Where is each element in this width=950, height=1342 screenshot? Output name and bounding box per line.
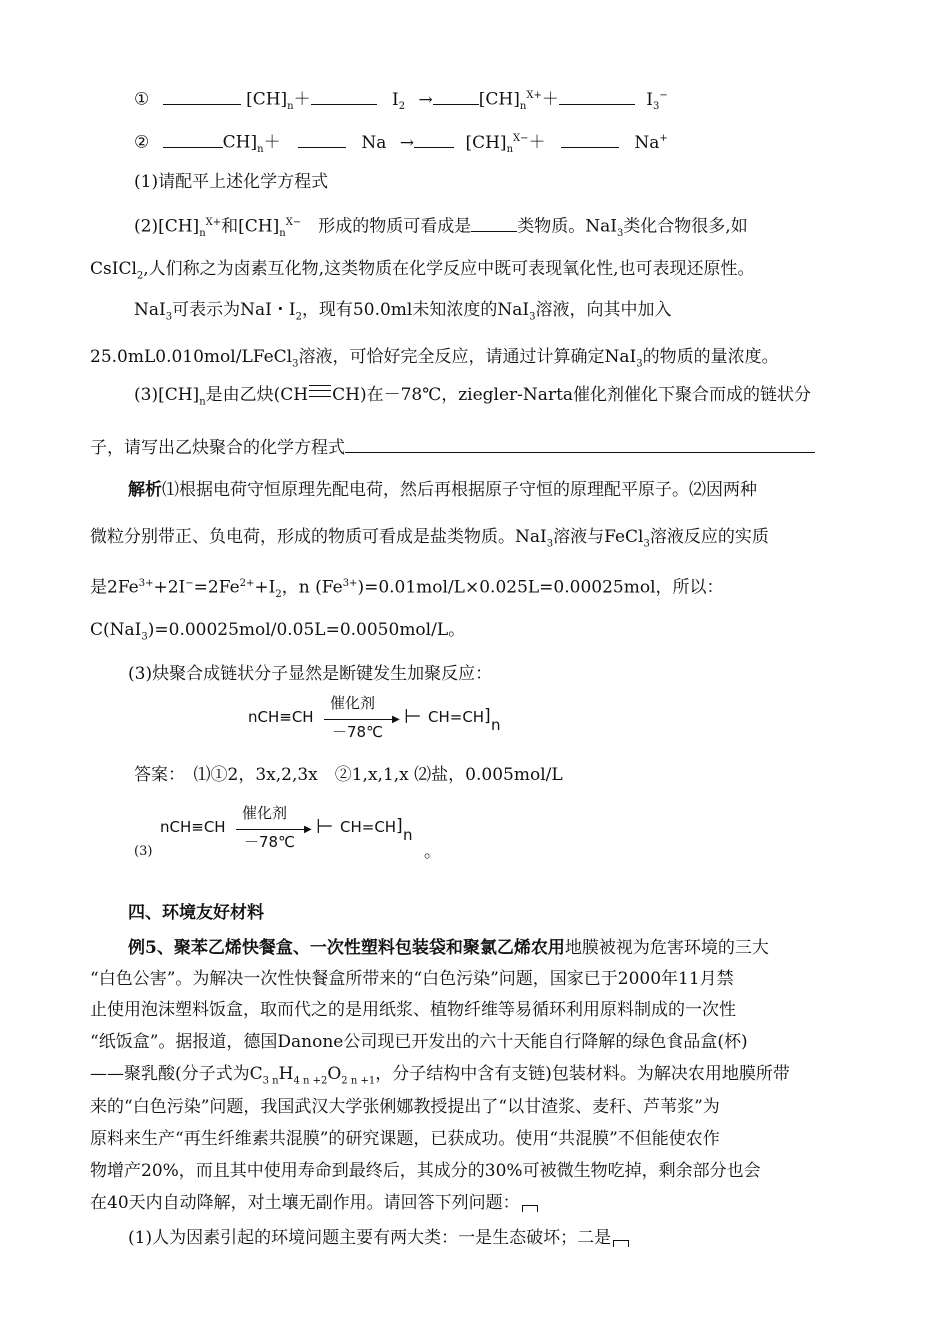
catalyst-label: 催化剂 bbox=[242, 804, 288, 822]
bracket-open-icon: ⊢ bbox=[316, 814, 334, 838]
subscript: 3 bbox=[643, 538, 650, 550]
answer-line-2-end: 。 bbox=[424, 842, 441, 862]
equation-1 bbox=[134, 84, 668, 119]
subscript: 3 bbox=[141, 631, 148, 643]
plus-sign: ＋ bbox=[263, 132, 281, 153]
analysis-line-5: (3)炔聚合成链状分子显然是断键发生加聚反应： bbox=[128, 664, 493, 684]
analysis-line-1 bbox=[128, 478, 757, 502]
subscript: 2 bbox=[398, 101, 406, 113]
subscript: n bbox=[287, 101, 294, 113]
text: 子，请写出乙炔聚合的化学方程式 bbox=[90, 438, 345, 458]
paragraph-line bbox=[90, 1191, 538, 1215]
answer-blank[interactable] bbox=[311, 86, 377, 105]
superscript: + bbox=[659, 133, 668, 144]
subscript: n bbox=[257, 144, 264, 156]
text: CsICl bbox=[90, 259, 137, 279]
reaction-arrow bbox=[324, 719, 396, 720]
subscript: 3 bbox=[165, 311, 173, 323]
answer-line-1: 答案： ⑴①2，3x,2,3x ②1,x,1,x ⑵盐，0.005mol/L bbox=[134, 765, 563, 785]
formula-text: Na bbox=[634, 132, 660, 153]
answer-blank[interactable] bbox=[163, 129, 223, 148]
text: 是由乙炔(CH bbox=[205, 385, 309, 405]
superscript: X+ bbox=[526, 90, 542, 101]
superscript: − bbox=[185, 578, 194, 589]
question-2-line-4 bbox=[90, 345, 779, 376]
paragraph-line: “白色公害”。为解决一次性快餐盒所带来的“白色污染”问题，国家已于2000年11月禁 bbox=[90, 969, 734, 989]
subscript: 3 bbox=[616, 228, 624, 240]
subscript: 3 bbox=[529, 311, 536, 323]
reaction-arrow bbox=[236, 829, 308, 830]
plus-sign: ＋ bbox=[528, 132, 546, 153]
text: 溶液反应的实质 bbox=[649, 527, 769, 547]
subscript: n bbox=[506, 144, 514, 156]
reaction-scheme-answer bbox=[160, 804, 430, 854]
text: 在40天内自动降解，对土壤无副作用。请回答下列问题： bbox=[90, 1193, 520, 1213]
analysis-label: 解析 bbox=[128, 480, 162, 500]
superscript: X− bbox=[513, 133, 529, 144]
answer-blank[interactable] bbox=[471, 213, 517, 232]
text: )=0.01mol/L×0.025L=0.00025mol，所以： bbox=[357, 577, 724, 598]
text: 溶液，向其中加入 bbox=[535, 300, 672, 320]
formula-text: CH] bbox=[222, 132, 258, 153]
subscript: 2 bbox=[295, 311, 302, 323]
plus-sign: ＋ bbox=[293, 89, 311, 110]
paragraph-line: 原料来生产“再生纤维素共混膜”的研究课题，已获成功。使用“共混膜”不但能使农作 bbox=[90, 1129, 720, 1149]
answer-blank[interactable] bbox=[433, 86, 479, 105]
arrow-head-icon: ▶ bbox=[392, 714, 400, 725]
analysis-line-3 bbox=[90, 572, 724, 607]
superscript: 3+ bbox=[342, 578, 358, 589]
subscript: 3 bbox=[546, 538, 554, 550]
reaction-arrow: → bbox=[418, 89, 433, 110]
text: +I bbox=[254, 577, 276, 598]
question-1: (1)请配平上述化学方程式 bbox=[134, 172, 329, 192]
text: O bbox=[327, 1064, 342, 1084]
example-label: 例5、聚苯乙烯快餐盒、一次性塑料包装袋和聚氯乙烯农用 bbox=[128, 938, 565, 958]
text: ,人们称之为卤素互化物,这类物质在化学反应中既可表现氧化性,也可表现还原性。 bbox=[143, 259, 755, 279]
question-2 bbox=[134, 211, 748, 246]
answer-blank[interactable] bbox=[559, 86, 635, 105]
arrow-head-icon: ▶ bbox=[304, 824, 312, 835]
subscript: 3 bbox=[636, 358, 643, 370]
product: CH=CH bbox=[340, 818, 397, 836]
bracket-open-icon: ⊢ bbox=[404, 704, 422, 728]
subscript: 3 n bbox=[262, 1075, 279, 1087]
reaction-arrow: → bbox=[399, 132, 415, 153]
question-3 bbox=[134, 383, 811, 414]
subscript: 3 bbox=[292, 358, 299, 370]
text: 类化合物很多,如 bbox=[623, 216, 748, 237]
text: NaI bbox=[134, 300, 166, 320]
text: =2Fe bbox=[193, 577, 240, 598]
formula-text: [CH] bbox=[478, 89, 520, 110]
text: 25.0mL0.010mol/LFeCl bbox=[90, 347, 293, 367]
circle-number: ① bbox=[134, 89, 150, 110]
reactant: nCH≡CH bbox=[248, 708, 314, 726]
question-2-line-2 bbox=[90, 257, 755, 288]
text: )=0.00025mol/0.05L=0.0050mol/L。 bbox=[147, 620, 466, 640]
answer-blank[interactable] bbox=[298, 129, 346, 148]
text: ——聚乳酸(分子式为C bbox=[90, 1064, 263, 1084]
formula-text: I bbox=[392, 89, 399, 110]
circle-number: ② bbox=[134, 132, 150, 153]
answer-bracket-icon bbox=[522, 1205, 538, 1212]
text: (2)[CH] bbox=[134, 216, 200, 237]
temperature-label: －78℃ bbox=[332, 723, 383, 741]
section-heading: 四、环境友好材料 bbox=[128, 903, 264, 923]
text: 溶液，可恰好完全反应，请通过计算确定NaI bbox=[298, 347, 637, 367]
paragraph-line: 来的“白色污染”问题，我国武汉大学张俐娜教授提出了“以甘渣浆、麦秆、芦苇浆”为 bbox=[90, 1097, 720, 1117]
question-3-line-2 bbox=[90, 434, 815, 460]
formula-text: [CH] bbox=[465, 132, 507, 153]
reaction-scheme bbox=[248, 694, 518, 744]
superscript: X− bbox=[285, 217, 302, 228]
superscript: 2+ bbox=[239, 578, 255, 589]
text: (1)人为因素引起的环境问题主要有两大类：一是生态破坏；二是 bbox=[128, 1228, 612, 1248]
text: 可表示为NaI・I bbox=[172, 300, 296, 320]
subscript: 3 bbox=[652, 101, 660, 113]
text: +2I bbox=[153, 577, 186, 598]
text: ，n (Fe bbox=[281, 577, 343, 598]
text: 和[CH] bbox=[221, 216, 280, 237]
paragraph-line: “纸饭盒”。据报道，德国Danone公司现已开发出的六十天能自行降解的绿色食品盒(杯) bbox=[90, 1032, 748, 1052]
answer-blank[interactable] bbox=[345, 434, 815, 453]
question-2-line-3 bbox=[134, 298, 671, 329]
superscript: − bbox=[659, 90, 668, 101]
text: 的物质的量浓度。 bbox=[642, 347, 779, 367]
text: C(NaI bbox=[90, 620, 142, 640]
subscript: 2 bbox=[136, 270, 144, 282]
formula-text: I bbox=[646, 89, 653, 110]
subscript: 2 bbox=[275, 589, 282, 601]
answer-blank[interactable] bbox=[163, 86, 241, 105]
paragraph-line bbox=[128, 1226, 629, 1250]
reactant: nCH≡CH bbox=[160, 818, 226, 836]
subscript: 2 n +1 bbox=[341, 1075, 376, 1087]
analysis-line-2 bbox=[90, 525, 769, 556]
text: ，分子结构中含有支链)包装材料。为解决农用地膜所带 bbox=[375, 1064, 790, 1084]
text: ，现有50.0ml未知浓度的NaI bbox=[301, 300, 530, 320]
text: CH)在－78℃，ziegler-Narta催化剂催化下聚合而成的链状分 bbox=[332, 385, 812, 405]
text: (3)[CH] bbox=[134, 385, 200, 405]
formula-text: [CH] bbox=[246, 89, 288, 110]
subscript: n bbox=[199, 228, 206, 240]
text: 是2Fe bbox=[90, 577, 139, 598]
superscript: X+ bbox=[205, 217, 222, 228]
text: 微粒分别带正、负电荷，形成的物质可看成是盐类物质。NaI bbox=[90, 527, 547, 547]
temperature-label: －78℃ bbox=[244, 833, 295, 851]
repeat-n: n bbox=[491, 716, 501, 734]
text: ⑴根据电荷守恒原理先配电荷，然后再根据原子守恒的原理配平原子。⑵因两种 bbox=[162, 480, 757, 500]
answer-bracket-icon bbox=[613, 1240, 629, 1247]
paragraph-line: 物增产20%，而且其中使用寿命到最终后，其成分的30%可被微生物吃掉，剩余部分也会 bbox=[90, 1161, 761, 1181]
answer-line-2-label: (3) bbox=[134, 844, 153, 859]
superscript: 3+ bbox=[138, 578, 154, 589]
paragraph-line bbox=[90, 1062, 790, 1093]
triple-bond-icon bbox=[309, 385, 331, 397]
equation-2 bbox=[134, 127, 668, 162]
bracket-close: ] bbox=[484, 706, 491, 726]
text: 类物质。NaI bbox=[517, 216, 617, 237]
catalyst-label: 催化剂 bbox=[330, 694, 376, 712]
plus-sign: ＋ bbox=[541, 89, 559, 110]
text: 形成的物质可看成是 bbox=[301, 216, 472, 237]
text: 地膜被视为危害环境的三大 bbox=[564, 938, 769, 958]
bracket-close: ] bbox=[396, 816, 403, 836]
repeat-n: n bbox=[403, 826, 413, 844]
answer-blank[interactable] bbox=[414, 129, 454, 148]
paragraph-line: 止使用泡沫塑料饭盒，取而代之的是用纸浆、植物纤维等易循环利用原料制成的一次性 bbox=[90, 1000, 736, 1020]
text: 溶液与FeCl bbox=[553, 527, 644, 547]
formula-text: Na bbox=[361, 132, 387, 153]
example-5-line-1 bbox=[128, 936, 769, 960]
subscript: 4 n +2 bbox=[293, 1075, 328, 1087]
product: CH=CH bbox=[428, 708, 485, 726]
subscript: n bbox=[279, 228, 286, 240]
subscript: n bbox=[199, 396, 206, 408]
analysis-line-4 bbox=[90, 618, 465, 649]
subscript: n bbox=[519, 101, 527, 113]
text: H bbox=[278, 1064, 294, 1084]
answer-blank[interactable] bbox=[561, 129, 619, 148]
